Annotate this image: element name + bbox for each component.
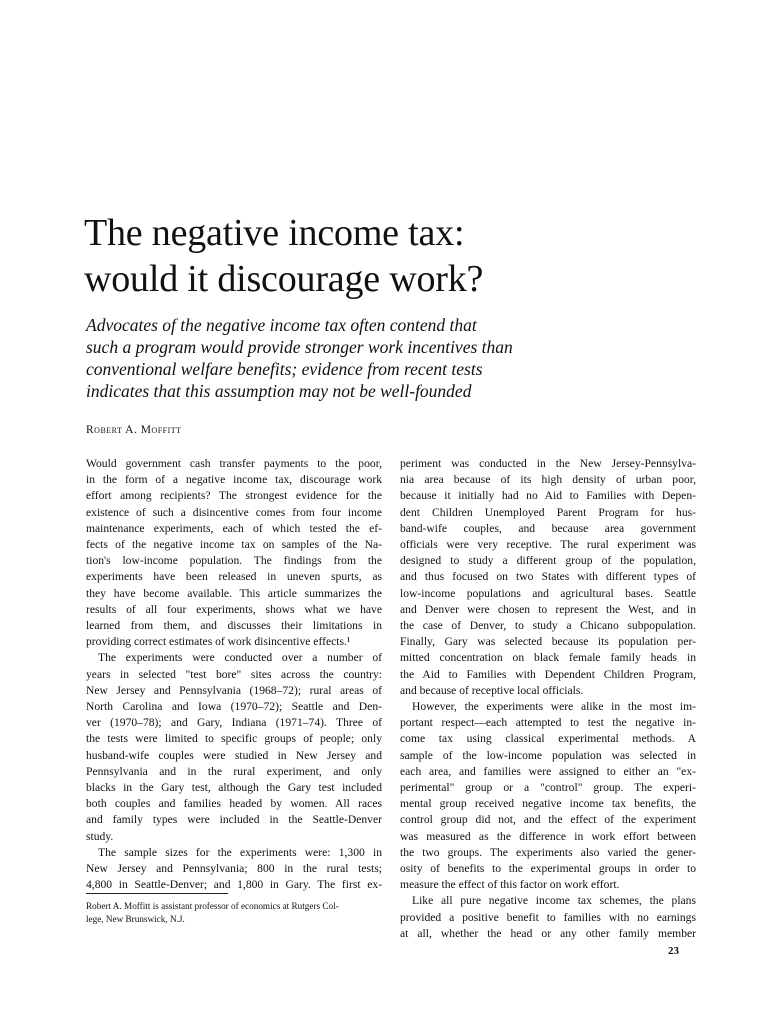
text-line: years in selected "test bore" sites across the country: bbox=[86, 667, 382, 681]
right-column bbox=[400, 456, 696, 942]
paragraph bbox=[86, 650, 382, 844]
text-line: designed to study a different group of the population, bbox=[400, 554, 696, 568]
text-line: perimental" group or a "control" group. The experi- bbox=[400, 781, 696, 795]
text-line: sample of the low-income population was selected in bbox=[400, 748, 696, 762]
deck-line: Advocates of the negative income tax often contend that bbox=[86, 315, 477, 335]
text-line: fects of the negative income tax on samples of the Na- bbox=[86, 538, 382, 552]
text-line: Like all pure negative income tax schemes, the plans bbox=[412, 894, 696, 908]
paragraph bbox=[400, 456, 696, 699]
title-line: would it discourage work? bbox=[84, 258, 484, 300]
text-line: the case of Denver, to study a Chicano subpopulation. bbox=[400, 619, 696, 633]
text-line: The experiments were conducted over a number of bbox=[98, 651, 382, 665]
paragraph bbox=[400, 893, 696, 942]
article-deck bbox=[86, 314, 706, 402]
text-line: at all, whether the head or any other family member bbox=[400, 926, 696, 940]
footnote-line: Robert A. Moffitt is assistant professor of economics at Rutgers Col- bbox=[86, 901, 339, 911]
left-column bbox=[86, 456, 382, 893]
text-line: ver (1970–78); and Gary, Indiana (1971–74). Three of bbox=[86, 716, 382, 730]
text-line: in the form of a negative income tax, discourage work bbox=[86, 473, 382, 487]
text-line: effort among recipients? The strongest evidence for the bbox=[86, 489, 382, 503]
text-line: each area, and families were assigned to either an "ex- bbox=[400, 764, 696, 778]
text-line: come tax using classical experimental methods. A bbox=[400, 732, 696, 746]
text-line: 4,800 in Seattle-Denver; and 1,800 in Gary. The first ex- bbox=[86, 878, 382, 892]
text-line: Pennsylvania and in the rural experiment, and only bbox=[86, 764, 382, 778]
text-line: North Carolina and Iowa (1970–72); Seattle and Den- bbox=[86, 700, 382, 714]
text-line: However, the experiments were alike in the most im- bbox=[412, 700, 696, 714]
text-line: the tests were limited to specific groups of people; only bbox=[86, 732, 382, 746]
paragraph bbox=[86, 845, 382, 894]
text-line: provided a positive benefit to families with no earnings bbox=[400, 910, 696, 924]
deck-line: such a program would provide stronger work incentives than bbox=[86, 337, 513, 357]
text-line: both couples and families headed by women. All races bbox=[86, 797, 382, 811]
text-line: low-income populations and agricultural bases. Seattle bbox=[400, 586, 696, 600]
text-line: learned from them, and discusses their limitations in bbox=[86, 619, 382, 633]
text-line: the two groups. The experiments also varied the gener- bbox=[400, 845, 696, 859]
text-line: control group did not, and the effect of the experiment bbox=[400, 813, 696, 827]
text-line: officials were very receptive. The rural experiment was bbox=[400, 538, 696, 552]
text-line: Would government cash transfer payments to the poor, bbox=[86, 457, 382, 470]
text-line: measure the effect of this factor on work effort. bbox=[400, 878, 620, 892]
text-line: dent Children Unemployed Parent Program for hus- bbox=[400, 505, 696, 519]
text-line: the Aid to Families with Dependent Children Program, bbox=[400, 667, 696, 681]
footnote bbox=[86, 900, 382, 925]
text-line: band-wife couples, and because area government bbox=[400, 521, 696, 535]
footnote-line: lege, New Brunswick, N.J. bbox=[86, 913, 185, 924]
text-line: and family types were included in the Seattle-Denver bbox=[86, 813, 382, 827]
text-line: mitted concentration on black female family heads in bbox=[400, 651, 696, 665]
deck-line: conventional welfare benefits; evidence from recent tests bbox=[86, 359, 483, 379]
text-line: was measured as the difference in work effort between bbox=[400, 829, 696, 843]
deck-line: indicates that this assumption may not be well-founded bbox=[86, 381, 472, 401]
title-line: The negative income tax: bbox=[84, 212, 465, 254]
text-line: because it initially had no Aid to Families with Depen- bbox=[400, 489, 696, 503]
author-byline: Robert A. Moffitt bbox=[86, 424, 182, 436]
text-line: they have become available. This article summarizes the bbox=[86, 586, 382, 600]
text-line: study. bbox=[86, 829, 114, 843]
text-line: portant respect—each attempted to test the negative in- bbox=[400, 716, 696, 730]
text-line: tion's low-income population. The findings from the bbox=[86, 554, 382, 568]
text-line: results of all four experiments, shows what we have bbox=[86, 602, 382, 616]
text-line: providing correct estimates of work disincentive effects.¹ bbox=[86, 635, 351, 649]
text-line: mental group received negative income tax benefits, the bbox=[400, 797, 696, 811]
text-line: nia area because of its high density of urban poor, bbox=[400, 473, 696, 487]
text-line: and Denver were chosen to represent the West, and in bbox=[400, 602, 696, 616]
paragraph bbox=[400, 699, 696, 893]
text-line: blacks in the Gary test, although the Gary test included bbox=[86, 781, 382, 795]
text-line: New Jersey and Pennsylvania (1968–72); rural areas of bbox=[86, 683, 382, 697]
text-line: existence of such a disincentive comes from four income bbox=[86, 505, 382, 519]
page-number: 23 bbox=[668, 945, 679, 957]
text-line: periment was conducted in the New Jersey-Pennsylva- bbox=[400, 457, 696, 470]
text-line: New Jersey and Pennsylvania; 800 in the rural tests; bbox=[86, 862, 382, 876]
text-line: maintenance experiments, each of which tested the ef- bbox=[86, 521, 382, 535]
article-title bbox=[84, 210, 704, 302]
text-line: and because of receptive local officials. bbox=[400, 683, 584, 697]
footnote-divider bbox=[86, 893, 228, 894]
paragraph bbox=[86, 456, 382, 650]
text-line: osity of benefits to the experimental groups in order to bbox=[400, 862, 696, 876]
text-line: experiments have been released in uneven spurts, as bbox=[86, 570, 382, 584]
text-line: The sample sizes for the experiments were: 1,300 in bbox=[98, 845, 382, 859]
text-line: husband-wife couples were studied in New Jersey and bbox=[86, 748, 382, 762]
text-line: and thus focused on two States with different types of bbox=[400, 570, 696, 584]
text-line: Finally, Gary was selected because its population per- bbox=[400, 635, 696, 649]
